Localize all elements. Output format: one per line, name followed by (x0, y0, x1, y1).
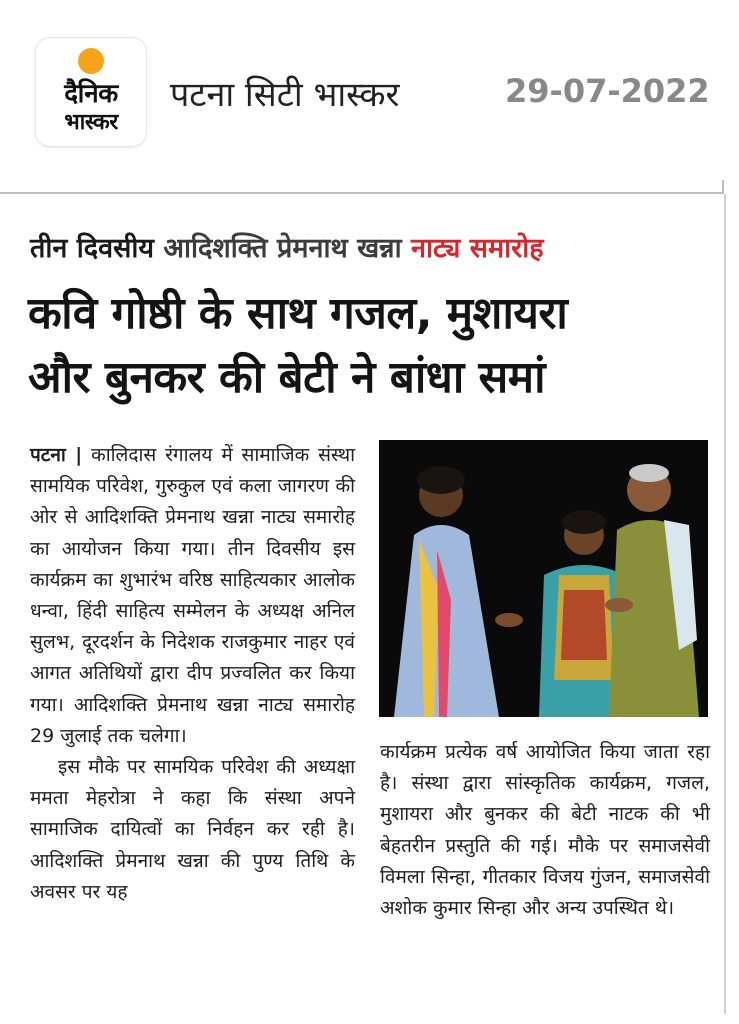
article-kicker (30, 228, 544, 265)
article-paragraph-2: इस मौके पर सामयिक परिवेश की अध्यक्षा ममता मेहरोत्रा ने कहा कि संस्था अपने सामाजिक दायित्वों का निर्वहन कर रही है। आदिशक्ति प्रेमनाथ खन्ना की पुण्य तिथि के अवसर पर यह (30, 756, 355, 903)
article-paragraph-3: कार्यक्रम प्रत्येक वर्ष आयोजित किया जाता रहा है। संस्था द्वारा सांस्कृतिक कार्यक्रम, गजल, मुशायरा और बुनकर की बेटी नाटक की भी बेहतरीन प्रस्तुति की गई। मौके पर समाजसेवी विमला सिन्हा, गीतकार विजय गुंजन, समाजसेवी अशोक कुमार सिन्हा और अन्य उपस्थित थे। (380, 741, 710, 920)
dainik-bhaskar-logo (36, 38, 146, 146)
logo-line2: भास्कर (64, 110, 118, 135)
headline-line1: कवि गोष्ठी के साथ गजल, मुशायरा (28, 288, 568, 339)
stage-photo-illustration (379, 440, 708, 717)
article-headline (28, 282, 718, 410)
logo-sun-icon (78, 48, 104, 74)
article-column-right (380, 737, 710, 924)
kicker-part2: आदिशक्ति प्रेमनाथ खन्ना (163, 233, 402, 264)
event-photo (379, 440, 708, 717)
header-divider-tick (722, 180, 724, 194)
headline-line2: और बुनकर की बेटी ने बांधा समां (28, 352, 545, 403)
column-edge-rule (724, 194, 726, 1014)
article-paragraph-1 (30, 440, 355, 752)
kicker-part1: तीन दिवसीय (30, 233, 155, 264)
page-header (0, 0, 739, 180)
logo-line1: दैनिक (64, 79, 118, 109)
kicker-part3: नाट्य समारोह (410, 233, 544, 264)
header-divider (0, 192, 724, 194)
paragraph-1-text: कालिदास रंगालय में सामाजिक संस्था सामयिक परिवेश, गुरुकुल एवं कला जागरण की ओर से आदिशक्ति प्रेमनाथ खन्ना नाट्य समारोह का आयोजन किया गया। तीन दिवसीय इस कार्यक्रम का शुभारंभ वरिष्ठ साहित्यकार आलोक धन्वा, हिंदी साहित्य सम्मेलन के अध्यक्ष अनिल सुलभ, दूरदर्शन के निदेशक राजकुमार नाहर एवं आगत अतिथियों द्वारा दीप प्रज्वलित कर किया गया। आदिशक्ति प्रेमनाथ खन्ना नाट्य समारोह 29 जुलाई तक चलेगा। (30, 444, 356, 747)
edition-title: पटना सिटी भास्कर (170, 75, 400, 115)
article-column-left (30, 440, 355, 908)
publication-date: 29-07-2022 (505, 72, 710, 110)
dateline: पटना | (30, 444, 83, 466)
